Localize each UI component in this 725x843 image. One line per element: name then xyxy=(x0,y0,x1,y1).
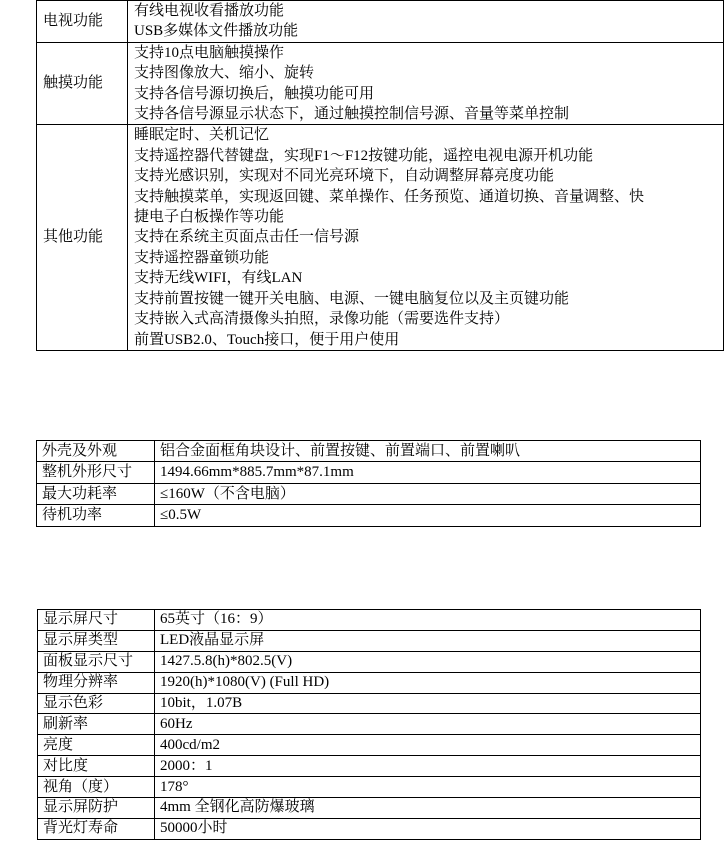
feature-line: 捷电子白板操作等功能 xyxy=(134,209,285,226)
table-row xyxy=(38,798,701,819)
feature-line: 支持各信号源切换后，触摸功能可用 xyxy=(134,85,375,102)
table-row xyxy=(38,818,701,839)
spec-value: 1494.66mm*885.7mm*87.1mm xyxy=(155,462,701,483)
spec-value: 65英寸（16：9） xyxy=(155,610,701,631)
feature-line: 支持遥控器童锁功能 xyxy=(134,249,270,266)
spec-value: 50000小时 xyxy=(155,818,701,839)
spec-label: 背光灯寿命 xyxy=(38,818,155,839)
feature-line: 有线电视收看播放功能 xyxy=(134,3,285,19)
spec-label: 最大功耗率 xyxy=(37,483,155,504)
spec-label: 显示屏防护 xyxy=(38,798,155,819)
feature-line: 支持触摸菜单，实现返回键、菜单操作、任务预览、通道切换、音量调整、快 xyxy=(134,188,645,205)
feature-line: 支持在系统主页面点击任一信号源 xyxy=(134,229,360,246)
feature-line: 支持各信号源显示状态下，通过触摸控制信号源、音量等菜单控制 xyxy=(134,106,570,123)
spec-value: 铝合金面框角块设计、前置按键、前置端口、前置喇叭 xyxy=(155,441,701,462)
spec-label: 显示屏尺寸 xyxy=(38,610,155,631)
table-row xyxy=(37,42,724,125)
spec-label: 亮度 xyxy=(38,735,155,756)
table-row xyxy=(38,756,701,777)
physical-specs-table xyxy=(36,440,701,527)
feature-details xyxy=(128,42,724,125)
feature-details xyxy=(128,125,724,350)
spec-label: 对比度 xyxy=(38,756,155,777)
spec-label: 面板显示尺寸 xyxy=(38,651,155,672)
table-row xyxy=(37,441,701,462)
feature-line: 睡眠定时、关机记忆 xyxy=(134,127,270,144)
spec-label: 待机功率 xyxy=(37,505,155,526)
features-table xyxy=(36,0,724,351)
spec-value: 60Hz xyxy=(155,714,701,735)
spec-value: 10bit，1.07B xyxy=(155,693,701,714)
feature-line: 支持光感识别，实现对不同光亮环境下，自动调整屏幕亮度功能 xyxy=(134,168,555,185)
spec-value: 1427.5.8(h)*802.5(V) xyxy=(155,651,701,672)
table-row xyxy=(38,693,701,714)
spec-label: 物理分辨率 xyxy=(38,672,155,693)
feature-details xyxy=(128,1,724,43)
spec-label: 显示色彩 xyxy=(38,693,155,714)
table-row xyxy=(38,714,701,735)
spec-label: 整机外形尺寸 xyxy=(37,462,155,483)
feature-line: 支持图像放大、缩小、旋转 xyxy=(134,65,315,82)
display-specs-table xyxy=(37,609,701,840)
spec-label: 显示屏类型 xyxy=(38,630,155,651)
feature-line: 支持遥控器代替键盘，实现F1～F12按键功能，遥控电视电源开机功能 xyxy=(134,147,594,164)
feature-line: 支持10点电脑触摸操作 xyxy=(134,44,285,61)
spec-value: 1920(h)*1080(V) (Full HD) xyxy=(155,672,701,693)
table-row xyxy=(37,483,701,504)
spec-value: ≤160W（不含电脑） xyxy=(155,483,701,504)
table-row xyxy=(38,630,701,651)
table-row xyxy=(37,125,724,350)
spec-value: 2000：1 xyxy=(155,756,701,777)
table-row xyxy=(37,505,701,526)
spec-label: 刷新率 xyxy=(38,714,155,735)
spec-value: ≤0.5W xyxy=(155,505,701,526)
feature-category: 触摸功能 xyxy=(37,42,128,125)
feature-category: 电视功能 xyxy=(37,1,128,43)
table-row xyxy=(38,651,701,672)
table-row xyxy=(38,610,701,631)
feature-line: USB多媒体文件播放功能 xyxy=(134,23,299,40)
spec-value: 178° xyxy=(155,777,701,798)
feature-line: 支持嵌入式高清摄像头拍照，录像功能（需要选件支持） xyxy=(134,311,510,328)
table-row xyxy=(37,462,701,483)
feature-category: 其他功能 xyxy=(37,125,128,350)
spec-value: LED液晶显示屏 xyxy=(155,630,701,651)
feature-line: 前置USB2.0、Touch接口，便于用户使用 xyxy=(134,331,400,348)
table-row xyxy=(38,735,701,756)
spec-value: 4mm 全钢化高防爆玻璃 xyxy=(155,798,701,819)
spec-label: 外壳及外观 xyxy=(37,441,155,462)
spec-value: 400cd/m2 xyxy=(155,735,701,756)
table-row xyxy=(38,672,701,693)
feature-line: 支持无线WIFI，有线LAN xyxy=(134,270,303,287)
feature-line: 支持前置按键一键开关电脑、电源、一键电脑复位以及主页键功能 xyxy=(134,290,570,307)
table-row xyxy=(37,1,724,43)
spec-label: 视角（度） xyxy=(38,777,155,798)
table-row xyxy=(38,777,701,798)
